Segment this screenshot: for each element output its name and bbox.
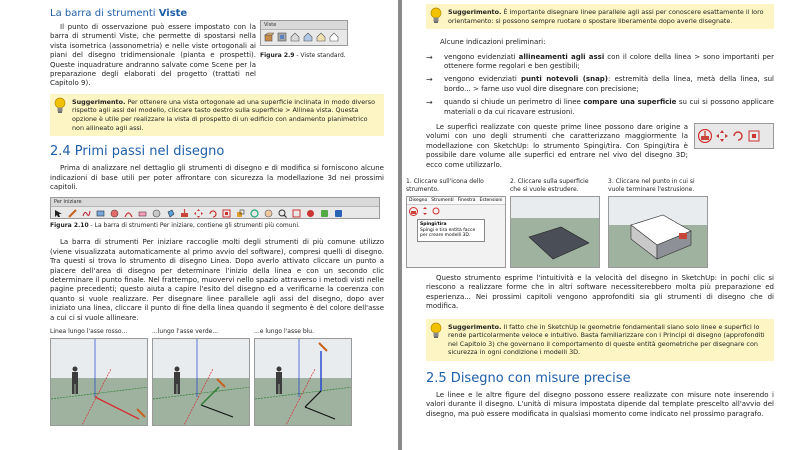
paint-bucket-icon[interactable] xyxy=(166,209,175,218)
menu-bar xyxy=(407,197,505,205)
lightbulb-icon xyxy=(53,97,67,115)
zoom-extents-icon[interactable] xyxy=(292,209,301,218)
menu-estensioni[interactable]: Estensioni xyxy=(479,198,503,204)
step-3-caption: 3. Cliccare nel punto in cui si vuole terminare l'estrusione. xyxy=(608,178,695,194)
sketchup-view-green xyxy=(152,338,250,426)
scale-icon[interactable] xyxy=(236,209,245,218)
rectangle-icon[interactable] xyxy=(96,209,105,218)
per-iniziare-toolbar xyxy=(50,197,380,219)
step-2-image xyxy=(510,196,600,268)
lightbulb-icon xyxy=(429,7,443,25)
line-pencil-icon[interactable] xyxy=(68,209,77,218)
para-spingi-tira: Le superfici realizzate con queste prime linee possono dare origine a volumi con uno degli strumenti che caratterizzano maggiormente la modellazione con SketchUp: lo strumento Spingi/tira. Con Spingi/tira è possibile dare volume alle superfici ed entrare nel vivo del disegno 3D; ecco come utilizzarlo. xyxy=(426,123,688,169)
orbit-icon[interactable] xyxy=(250,209,259,218)
img-label-blue: ...e lungo l'asse blu. xyxy=(254,328,315,336)
back-view-icon[interactable] xyxy=(316,32,326,42)
menu-disegno[interactable]: Disegno xyxy=(409,198,428,204)
img-label-green: ...lungo l'asse verde... xyxy=(152,328,219,336)
arc-icon[interactable] xyxy=(124,209,133,218)
circle-icon[interactable] xyxy=(110,209,119,218)
bullet-snap: → vengono evidenziati punti notevoli (snap): estremità della linea, metà della linea, sul bordo... > farne uso vuol dire disegnare con precisione; xyxy=(426,75,774,93)
right-page xyxy=(402,0,800,450)
select-arrow-icon[interactable] xyxy=(54,209,63,218)
para-primi-passi: Prima di analizzare nel dettaglio gli strumenti di disegno e di modifica si forniscono alcune indicazioni di base utili per poter affrontare con sicurezza la modellazione 3d nei prossimi capitoli. xyxy=(50,164,384,192)
para-per-iniziare: La barra di strumenti Per iniziare raccoglie molti degli strumenti di più comune utilizzo (viene visualizzata automaticamente al primo avvio del software), compresi quelli di disegno. Tra questi si trova lo strumento di disegno Linea. Dopo averlo attivato cliccare un punto a piacere dell'area di disegno per determinare l'inizio della linea e con un secondo clic determinare il punto finale. Nel frattempo, muovervi nello spazio attraverso i metodi visti nelle pagine precedenti; questo aiuta a capire l'esito del disegno ed a verificarne la coerenza con quanto si vuole realizzare. Per disegnare linee parallele agli assi del disegno, dopo aver iniziato una linea, cliccare il punto di fine della linea quando il segmento è del colore dell'asse a cui ci si vuole allineare. xyxy=(50,238,384,322)
layout-icon[interactable] xyxy=(334,209,343,218)
offset-icon[interactable] xyxy=(748,130,760,142)
menu-finestra[interactable]: Finestra xyxy=(457,198,476,204)
para-misure: Le linee e le altre figure del disegno possono essere realizzate con misure note inserendo i valori durante il disegno. L'unità di misura impostata dipende dal template prescelto all'avvio del disegno, ma può essere modificata in qualsiasi momento come indicato nel prossimo paragrafo. xyxy=(426,391,774,418)
rotate-icon[interactable] xyxy=(208,209,217,218)
iso-view-icon[interactable] xyxy=(264,32,274,42)
arrow-icon: → xyxy=(426,75,433,85)
sketchup-view-blue xyxy=(254,338,352,426)
fig29-caption: Figura 2.9 - Viste standard. xyxy=(260,52,346,59)
push-pull-icon[interactable] xyxy=(180,209,189,218)
left-view-icon[interactable] xyxy=(329,32,339,42)
tip-linee-parallele: Suggerimento. È importante disegnare linee parallele agli assi per conoscere esattamente il loro orientamento: si possono sempre ruotare o spostare liberamente dopo averle disegnate. xyxy=(426,4,774,29)
menu-strumenti[interactable]: Strumenti xyxy=(431,198,454,204)
move-icon[interactable] xyxy=(716,130,728,142)
bullet-superficie: → quando si chiude un perimetro di linee compare una superficie su cui si possono applicare materiali o da cui ricavare estrusioni. xyxy=(426,98,774,116)
bullet-allineamenti: → vengono evidenziati allineamenti agli assi con il colore della linea > sono importanti per ottenere forme regolari e ben gestibili; xyxy=(426,52,774,70)
move-icon[interactable] xyxy=(421,207,429,215)
push-pull-icon[interactable] xyxy=(698,129,712,143)
prelim-label: Alcune indicazioni preliminari: xyxy=(440,38,546,47)
pan-icon[interactable] xyxy=(264,209,273,218)
axes-figure-row xyxy=(50,328,384,428)
extension-icon[interactable] xyxy=(320,209,329,218)
push-pull-icon[interactable] xyxy=(409,207,418,216)
front-view-icon[interactable] xyxy=(290,32,300,42)
freehand-icon[interactable] xyxy=(82,209,91,218)
viste-toolbar xyxy=(260,20,348,46)
rotate-icon[interactable] xyxy=(432,207,440,215)
move-icon[interactable] xyxy=(194,209,203,218)
push-pull-steps xyxy=(406,178,774,270)
lightbulb-icon xyxy=(429,322,443,340)
fig210-caption: Figura 2.10 - La barra di strumenti Per iniziare, contiene gli strumenti più comuni. xyxy=(50,222,300,230)
tip-linee-superfici: Suggerimento. Il fatto che in SketchUp le geometrie fondamentali siano solo linee e superfici lo rende particolarmente veloce e intuitivo. Basta familiarizzare con i Principi di disegno (approfonditi nel Capitolo 3) che governano il comportamento di queste entità geometriche per disegnare con sicurezza in ogni condizione i modelli 3D. xyxy=(426,319,774,361)
img-label-red: Linea lungo l'asse rosso... xyxy=(50,328,128,336)
warehouse-icon[interactable] xyxy=(306,209,315,218)
top-view-icon[interactable] xyxy=(277,32,287,42)
viste-heading: La barra di strumenti Viste xyxy=(50,8,188,19)
arrow-icon: → xyxy=(426,98,433,108)
step-1-caption: 1. Cliccare sull'icona dello strumento. xyxy=(406,178,484,194)
rotate-icon[interactable] xyxy=(732,130,744,142)
arrow-icon: → xyxy=(426,52,433,62)
step-3-image xyxy=(608,196,708,268)
step-1-menu-image xyxy=(406,196,506,268)
tip-allinea-vista: Suggerimento. Per ottenere una vista ortogonale ad una superficie inclinata in modo diverso rispetto agli assi del modello, cliccare tasto destro sulla superficie > Allinea vista. Questa opzione è utile per realizzare la vista di prospetto di un edificio con andamento planimetrico non allineato agli assi. xyxy=(50,94,384,136)
section-2-5-heading: 2.5 Disegno con misure precise xyxy=(426,371,631,387)
viste-toolbar-title: Viste xyxy=(261,21,347,30)
para-intuitivita: Questo strumento esprime l'intuitività e la velocità del disegno in SketchUp: in pochi clic si riescono a realizzare forme che in altri software necessiterebbero molta più preparazione ed esperienza... Nei prossimi capitoli vengono approfonditi sia gli strumenti di disegno che di modifica. xyxy=(426,274,774,311)
viste-intro: Il punto di osservazione può essere impostato con la barra di strumenti Viste, che permette di spostarsi nella vista isometrica (assonometria) e nelle viste ortogonali ai piani del disegno tridimensionale (pianta e prospetti). Queste inquadrature andranno salvate come Scene per la preparazione degli elaborati del progetto (trattati nel Capitolo 9). xyxy=(50,23,256,88)
push-pull-toolbar-figure xyxy=(694,123,774,149)
eraser-icon[interactable] xyxy=(138,209,147,218)
offset-icon[interactable] xyxy=(222,209,231,218)
section-2-4-heading: 2.4 Primi passi nel disegno xyxy=(50,144,225,160)
right-view-icon[interactable] xyxy=(303,32,313,42)
push-pull-tooltip: Spingi/tira Spingi e tira entità facce per creare modelli 3D. xyxy=(417,219,485,242)
left-page xyxy=(0,0,398,450)
step-2-caption: 2. Cliccare sulla superficie che si vuole estrudere. xyxy=(510,178,589,194)
zoom-icon[interactable] xyxy=(278,209,287,218)
tape-measure-icon[interactable] xyxy=(152,209,161,218)
sketchup-view-red xyxy=(50,338,148,426)
per-iniziare-title: Per iniziare xyxy=(51,198,379,207)
